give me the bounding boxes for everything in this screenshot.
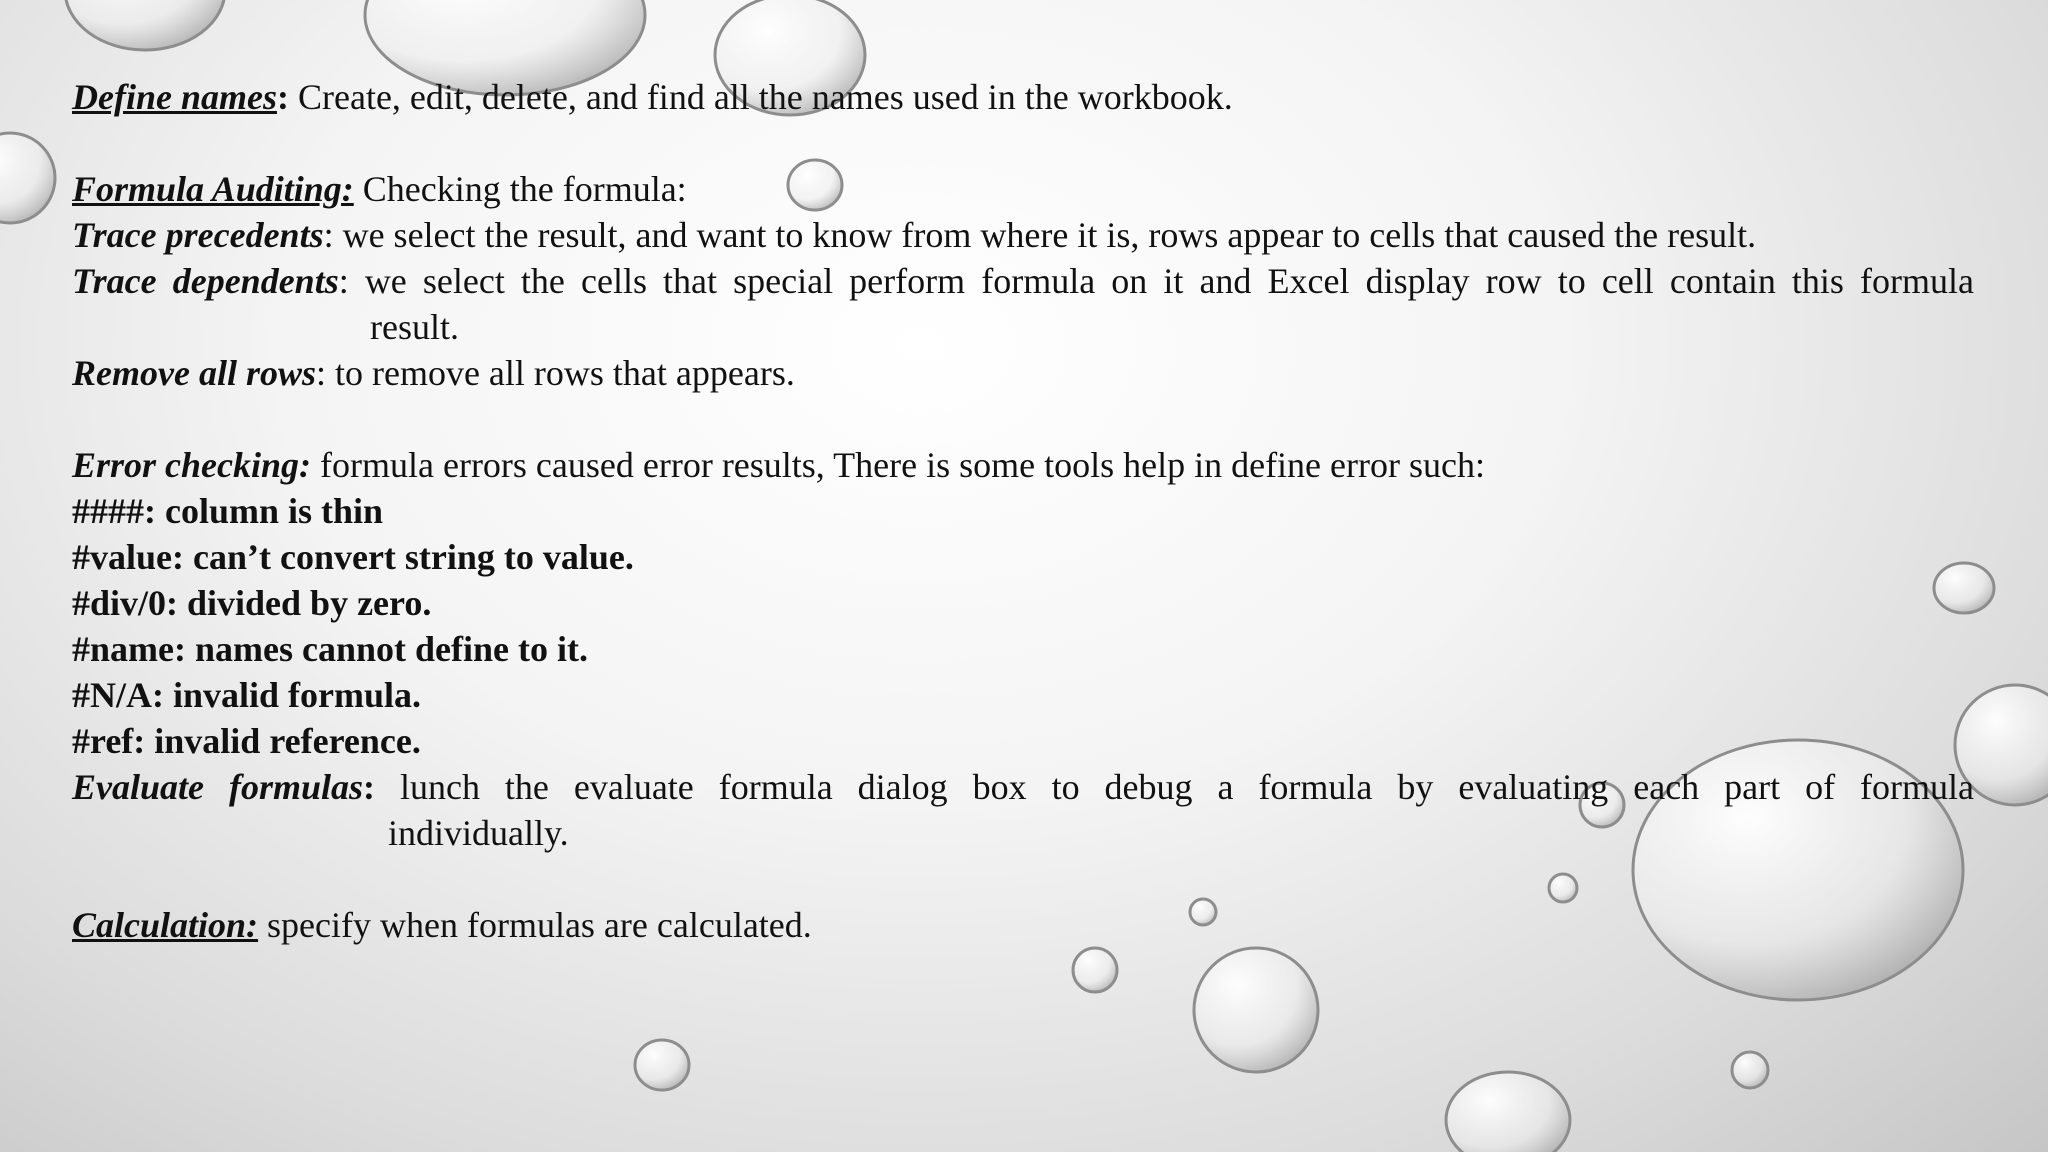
trace-dependents-continuation: result. <box>370 307 459 347</box>
error-item: #ref: invalid reference. <box>72 721 421 761</box>
define-names-line <box>72 74 1974 120</box>
trace-dependents-text: : we select the cells that special perform formula on it and Excel display row to cell contain this formula <box>338 261 1974 301</box>
error-item: #name: names cannot define to it. <box>72 629 588 669</box>
spacer <box>72 396 1974 442</box>
evaluate-formulas-text: lunch the evaluate formula dialog box to debug a formula by evaluating each part of formula <box>375 767 1975 807</box>
define-names-text: Create, edit, delete, and find all the names used in the workbook. <box>288 77 1233 117</box>
trace-dependents-term: Trace dependents <box>72 261 339 301</box>
define-names-colon: : <box>276 77 289 117</box>
spacer <box>72 856 1974 902</box>
calculation-term: Calculation: <box>72 905 259 945</box>
error-item: #N/A: invalid formula. <box>72 675 422 715</box>
trace-precedents-text: : we select the result, and want to know from where it is, rows appear to cells that caused the result. <box>323 215 1757 255</box>
calculation-text: specify when formulas are calculated. <box>258 905 812 945</box>
error-checking-text: formula errors caused error results, There is some tools help in define error such: <box>311 445 1485 485</box>
slide-body <box>72 74 1974 948</box>
remove-all-rows-line <box>72 350 1974 396</box>
error-item: ####: column is thin <box>72 491 384 531</box>
formula-auditing-text: Checking the formula: <box>353 169 687 209</box>
spacer <box>72 120 1974 166</box>
define-names-term: Define names <box>72 77 277 117</box>
calculation-line <box>72 902 1974 948</box>
evaluate-formulas-line <box>72 764 1974 810</box>
remove-all-rows-text: : to remove all rows that appears. <box>315 353 795 393</box>
error-item: #value: can’t convert string to value. <box>72 537 634 577</box>
trace-precedents-term: Trace precedents <box>72 215 324 255</box>
evaluate-formulas-continuation: individually. <box>388 813 569 853</box>
remove-all-rows-term: Remove all rows <box>72 353 316 393</box>
formula-auditing-line <box>72 166 1974 212</box>
trace-precedents-line <box>72 212 1974 258</box>
evaluate-formulas-colon: : <box>363 767 375 807</box>
error-item: #div/0: divided by zero. <box>72 583 432 623</box>
trace-dependents-line <box>72 258 1974 304</box>
formula-auditing-term: Formula Auditing: <box>72 169 354 209</box>
evaluate-formulas-term: Evaluate formulas <box>72 767 363 807</box>
error-checking-term: Error checking: <box>72 445 312 485</box>
error-checking-line <box>72 442 1974 488</box>
